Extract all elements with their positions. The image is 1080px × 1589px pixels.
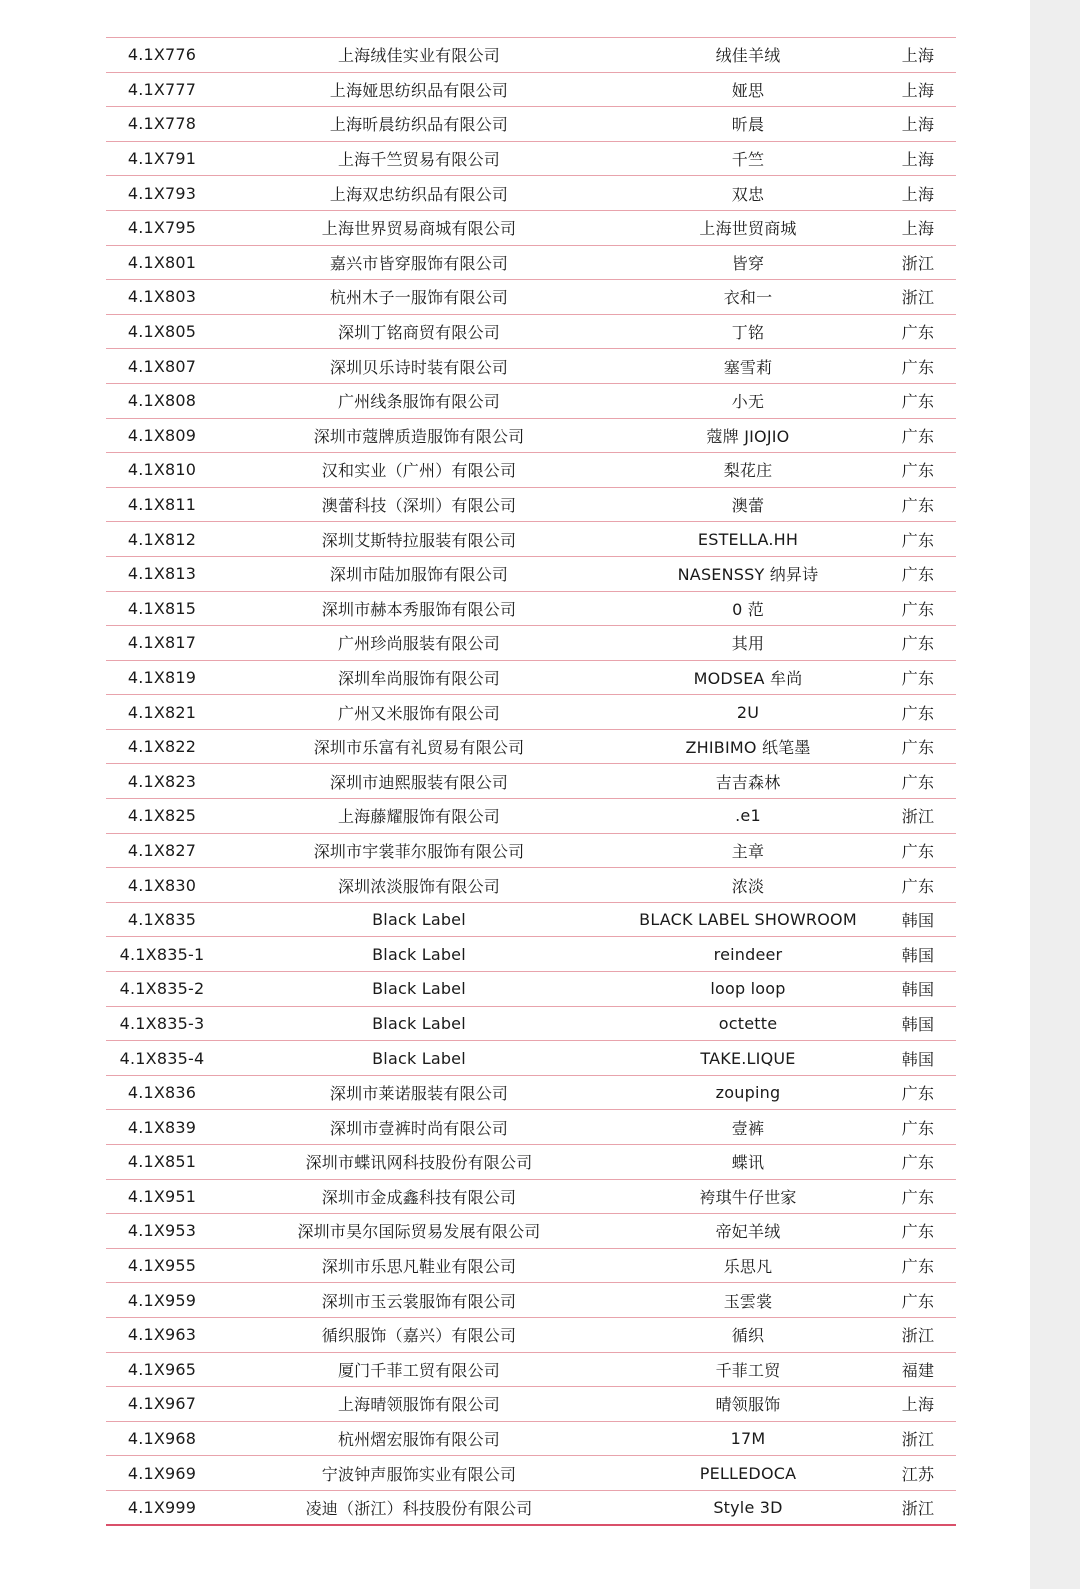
region-cell: 江苏 — [901, 1464, 935, 1484]
booth-number-cell: 4.1X830 — [127, 875, 197, 895]
booth-number-cell: 4.1X778 — [127, 114, 197, 134]
company-name-cell: 广州珍尚服装有限公司 — [337, 634, 500, 654]
table-row — [106, 937, 956, 972]
company-name-cell: 上海藤耀服饰有限公司 — [337, 807, 500, 827]
table-row — [106, 972, 956, 1007]
table-row — [106, 661, 956, 696]
booth-number-cell: 4.1X808 — [127, 391, 197, 411]
brand-name-cell: 娅思 — [731, 80, 765, 100]
region-cell: 浙江 — [901, 807, 935, 827]
region-cell: 上海 — [901, 115, 935, 135]
table-row — [106, 1041, 956, 1076]
company-name-cell: 杭州木子一服饰有限公司 — [329, 288, 509, 308]
table-row — [106, 799, 956, 834]
region-cell: 广东 — [901, 357, 935, 377]
company-name-cell: 深圳市金成鑫科技有限公司 — [321, 1187, 517, 1207]
booth-number-cell: 4.1X835-1 — [119, 944, 205, 964]
company-name-cell: 深圳艾斯特拉服装有限公司 — [321, 530, 517, 550]
region-cell: 广东 — [901, 841, 935, 861]
company-name-cell: 嘉兴市皆穿服饰有限公司 — [329, 253, 509, 273]
booth-number-cell: 4.1X812 — [127, 529, 197, 549]
company-name-cell: 上海双忠纺织品有限公司 — [329, 184, 509, 204]
table-row — [106, 1145, 956, 1180]
brand-name-cell: zouping — [715, 1083, 781, 1103]
booth-number-cell: 4.1X967 — [127, 1394, 197, 1414]
company-name-cell: 深圳贝乐诗时装有限公司 — [329, 357, 509, 377]
table-row — [106, 142, 956, 177]
brand-name-cell: TAKE.LIQUE — [700, 1048, 796, 1068]
region-cell: 广东 — [901, 530, 935, 550]
region-cell: 上海 — [901, 46, 935, 66]
brand-name-cell: octette — [718, 1013, 778, 1033]
region-cell: 广东 — [901, 599, 935, 619]
booth-number-cell: 4.1X807 — [127, 356, 197, 376]
region-cell: 广东 — [901, 668, 935, 688]
region-cell: 福建 — [901, 1360, 935, 1380]
brand-name-cell: 澳蕾 — [731, 496, 765, 516]
table-row — [106, 764, 956, 799]
company-name-cell: 深圳丁铭商贸有限公司 — [337, 323, 500, 343]
company-name-cell: 上海昕晨纺织品有限公司 — [329, 115, 509, 135]
region-cell: 广东 — [901, 703, 935, 723]
booth-number-cell: 4.1X999 — [127, 1497, 197, 1517]
table-row — [106, 1076, 956, 1111]
booth-number-cell: 4.1X801 — [127, 252, 197, 272]
company-name-cell: 深圳市壹裤时尚有限公司 — [329, 1118, 509, 1138]
brand-name-cell: 蝶讯 — [731, 1153, 765, 1173]
booth-number-cell: 4.1X963 — [127, 1325, 197, 1345]
table-row — [106, 730, 956, 765]
table-row — [106, 1387, 956, 1422]
region-cell: 韩国 — [901, 911, 935, 931]
brand-name-cell: PELLEDOCA — [699, 1463, 797, 1483]
brand-name-cell: 帝妃羊绒 — [715, 1222, 781, 1242]
table-row — [106, 280, 956, 315]
brand-name-cell: 昕晨 — [731, 115, 765, 135]
booth-number-cell: 4.1X809 — [127, 425, 197, 445]
table-row — [106, 1214, 956, 1249]
booth-number-cell: 4.1X835-4 — [119, 1048, 205, 1068]
region-cell: 广东 — [901, 772, 935, 792]
region-cell: 广东 — [901, 323, 935, 343]
brand-name-cell: 绒佳羊绒 — [715, 46, 781, 66]
region-cell: 上海 — [901, 219, 935, 239]
region-cell: 韩国 — [901, 980, 935, 1000]
company-name-cell: Black Label — [372, 910, 466, 930]
booth-number-cell: 4.1X822 — [127, 737, 197, 757]
table-row — [106, 695, 956, 730]
booth-number-cell: 4.1X836 — [127, 1083, 197, 1103]
brand-name-cell: 乐思凡 — [723, 1257, 773, 1277]
region-cell: 浙江 — [901, 253, 935, 273]
company-name-cell: 凌迪（浙江）科技股份有限公司 — [305, 1498, 533, 1518]
company-name-cell: 深圳市玉云裳服饰有限公司 — [321, 1291, 517, 1311]
table-row — [106, 1180, 956, 1215]
booth-number-cell: 4.1X776 — [127, 45, 197, 65]
exhibitor-table — [106, 38, 956, 1526]
region-cell: 广东 — [901, 876, 935, 896]
booth-number-cell: 4.1X819 — [127, 667, 197, 687]
booth-number-cell: 4.1X839 — [127, 1117, 197, 1137]
region-cell: 韩国 — [901, 945, 935, 965]
booth-number-cell: 4.1X968 — [127, 1429, 197, 1449]
booth-number-cell: 4.1X835 — [127, 910, 197, 930]
brand-name-cell: 浓淡 — [731, 876, 765, 896]
booth-number-cell: 4.1X953 — [127, 1221, 197, 1241]
company-name-cell: Black Label — [372, 944, 466, 964]
table-row — [106, 315, 956, 350]
region-cell: 韩国 — [901, 1049, 935, 1069]
company-name-cell: 上海娅思纺织品有限公司 — [329, 80, 509, 100]
table-row — [106, 73, 956, 108]
table-row — [106, 349, 956, 384]
table-row — [106, 522, 956, 557]
table-row — [106, 626, 956, 661]
table-row — [106, 1110, 956, 1145]
brand-name-cell: .e1 — [735, 806, 761, 826]
table-row — [106, 557, 956, 592]
region-cell: 广东 — [901, 1084, 935, 1104]
table-row — [106, 1249, 956, 1284]
booth-number-cell: 4.1X817 — [127, 633, 197, 653]
company-name-cell: 深圳市昊尔国际贸易发展有限公司 — [297, 1222, 541, 1242]
company-name-cell: 广州线条服饰有限公司 — [337, 392, 500, 412]
booth-number-cell: 4.1X803 — [127, 287, 197, 307]
region-cell: 上海 — [901, 1395, 935, 1415]
company-name-cell: 上海世界贸易商城有限公司 — [321, 219, 517, 239]
brand-name-cell: 袴琪牛仔世家 — [699, 1187, 797, 1207]
region-cell: 浙江 — [901, 1498, 935, 1518]
company-name-cell: Black Label — [372, 979, 466, 999]
brand-name-cell: reindeer — [713, 944, 783, 964]
brand-name-cell: 皆穿 — [731, 253, 765, 273]
company-name-cell: 上海绒佳实业有限公司 — [337, 46, 500, 66]
brand-name-cell: 衣和一 — [723, 288, 773, 308]
company-name-cell: 深圳市乐思凡鞋业有限公司 — [321, 1257, 517, 1277]
table-row — [106, 1353, 956, 1388]
company-name-cell: 深圳牟尚服饰有限公司 — [337, 668, 500, 688]
booth-number-cell: 4.1X813 — [127, 564, 197, 584]
company-name-cell: 广州又米服饰有限公司 — [337, 703, 500, 723]
booth-number-cell: 4.1X955 — [127, 1256, 197, 1276]
brand-name-cell: 玉雲裳 — [723, 1291, 773, 1311]
brand-name-cell: 17M — [730, 1429, 766, 1449]
company-name-cell: Black Label — [372, 1013, 466, 1033]
table-row — [106, 419, 956, 454]
region-cell: 上海 — [901, 80, 935, 100]
table-row — [106, 488, 956, 523]
booth-number-cell: 4.1X821 — [127, 702, 197, 722]
company-name-cell: 澳蕾科技（深圳）有限公司 — [321, 496, 517, 516]
company-name-cell: 深圳浓淡服饰有限公司 — [337, 876, 500, 896]
booth-number-cell: 4.1X777 — [127, 79, 197, 99]
brand-name-cell: 吉吉森林 — [715, 772, 781, 792]
brand-name-cell: NASENSSY 纳昇诗 — [677, 565, 819, 585]
table-row — [106, 38, 956, 73]
booth-number-cell: 4.1X835-2 — [119, 979, 205, 999]
region-cell: 广东 — [901, 1153, 935, 1173]
brand-name-cell: 小无 — [731, 392, 765, 412]
table-row — [106, 1422, 956, 1457]
booth-number-cell: 4.1X951 — [127, 1186, 197, 1206]
table-row — [106, 453, 956, 488]
booth-number-cell: 4.1X811 — [127, 495, 197, 515]
table-row — [106, 903, 956, 938]
brand-name-cell: 塞雪莉 — [723, 357, 773, 377]
table-row — [106, 868, 956, 903]
table-row — [106, 1007, 956, 1042]
region-cell: 广东 — [901, 496, 935, 516]
brand-name-cell: 双忠 — [731, 184, 765, 204]
booth-number-cell: 4.1X795 — [127, 218, 197, 238]
page-edge-strip — [1030, 0, 1080, 1589]
table-row — [106, 107, 956, 142]
company-name-cell: 杭州熠宏服饰有限公司 — [337, 1430, 500, 1450]
region-cell: 广东 — [901, 565, 935, 585]
booth-number-cell: 4.1X793 — [127, 183, 197, 203]
booth-number-cell: 4.1X815 — [127, 598, 197, 618]
company-name-cell: 深圳市蔻牌质造服饰有限公司 — [313, 426, 525, 446]
brand-name-cell: 主章 — [731, 841, 765, 861]
region-cell: 广东 — [901, 426, 935, 446]
company-name-cell: 循织服饰（嘉兴）有限公司 — [321, 1326, 517, 1346]
company-name-cell: 深圳市宇裳菲尔服饰有限公司 — [313, 841, 525, 861]
booth-number-cell: 4.1X791 — [127, 149, 197, 169]
company-name-cell: 深圳市迪熙服装有限公司 — [329, 772, 509, 792]
booth-number-cell: 4.1X959 — [127, 1290, 197, 1310]
brand-name-cell: 2U — [736, 702, 760, 722]
booth-number-cell: 4.1X805 — [127, 322, 197, 342]
company-name-cell: 深圳市莱诺服装有限公司 — [329, 1084, 509, 1104]
booth-number-cell: 4.1X965 — [127, 1359, 197, 1379]
brand-name-cell: 梨花庄 — [723, 461, 773, 481]
region-cell: 韩国 — [901, 1014, 935, 1034]
region-cell: 浙江 — [901, 288, 935, 308]
brand-name-cell: 晴领服饰 — [715, 1395, 781, 1415]
brand-name-cell: ESTELLA.HH — [697, 529, 799, 549]
brand-name-cell: BLACK LABEL SHOWROOM — [639, 910, 857, 930]
brand-name-cell: 丁铭 — [731, 323, 765, 343]
region-cell: 广东 — [901, 1222, 935, 1242]
region-cell: 广东 — [901, 738, 935, 758]
booth-number-cell: 4.1X827 — [127, 840, 197, 860]
region-cell: 广东 — [901, 1291, 935, 1311]
region-cell: 广东 — [901, 1257, 935, 1277]
booth-number-cell: 4.1X851 — [127, 1152, 197, 1172]
brand-name-cell: 其用 — [731, 634, 765, 654]
region-cell: 广东 — [901, 634, 935, 654]
region-cell: 上海 — [901, 184, 935, 204]
company-name-cell: 宁波钟声服饰实业有限公司 — [321, 1464, 517, 1484]
booth-number-cell: 4.1X810 — [127, 460, 197, 480]
table-row — [106, 834, 956, 869]
table-row — [106, 211, 956, 246]
region-cell: 浙江 — [901, 1326, 935, 1346]
booth-number-cell: 4.1X969 — [127, 1463, 197, 1483]
brand-name-cell: MODSEA 牟尚 — [693, 668, 803, 688]
table-row — [106, 1283, 956, 1318]
booth-number-cell: 4.1X835-3 — [119, 1013, 205, 1033]
brand-name-cell: 壹裤 — [731, 1118, 765, 1138]
brand-name-cell: 千菲工贸 — [715, 1360, 781, 1380]
table-row — [106, 1318, 956, 1353]
brand-name-cell: 蔻牌 JIOJIO — [706, 426, 790, 446]
table-row — [106, 592, 956, 627]
table-row — [106, 246, 956, 281]
company-name-cell: Black Label — [372, 1048, 466, 1068]
brand-name-cell: Style 3D — [713, 1497, 783, 1517]
booth-number-cell: 4.1X823 — [127, 771, 197, 791]
company-name-cell: 深圳市赫本秀服饰有限公司 — [321, 599, 517, 619]
company-name-cell: 上海千竺贸易有限公司 — [337, 150, 500, 170]
region-cell: 广东 — [901, 461, 935, 481]
company-name-cell: 深圳市陆加服饰有限公司 — [329, 565, 509, 585]
company-name-cell: 深圳市乐富有礼贸易有限公司 — [313, 738, 525, 758]
brand-name-cell: ZHIBIMO 纸笔墨 — [685, 738, 811, 758]
brand-name-cell: loop loop — [710, 979, 786, 999]
booth-number-cell: 4.1X825 — [127, 806, 197, 826]
company-name-cell: 深圳市蝶讯网科技股份有限公司 — [305, 1153, 533, 1173]
company-name-cell: 汉和实业（广州）有限公司 — [321, 461, 517, 481]
table-row — [106, 1491, 956, 1526]
brand-name-cell: 上海世贸商城 — [699, 219, 797, 239]
table-row — [106, 384, 956, 419]
table-row — [106, 176, 956, 211]
region-cell: 浙江 — [901, 1430, 935, 1450]
company-name-cell: 上海晴领服饰有限公司 — [337, 1395, 500, 1415]
region-cell: 广东 — [901, 392, 935, 412]
brand-name-cell: 0 范 — [732, 599, 764, 619]
region-cell: 广东 — [901, 1118, 935, 1138]
brand-name-cell: 循织 — [731, 1326, 765, 1346]
company-name-cell: 厦门千菲工贸有限公司 — [337, 1360, 500, 1380]
region-cell: 广东 — [901, 1187, 935, 1207]
brand-name-cell: 千竺 — [731, 150, 765, 170]
table-row — [106, 1456, 956, 1491]
region-cell: 上海 — [901, 150, 935, 170]
